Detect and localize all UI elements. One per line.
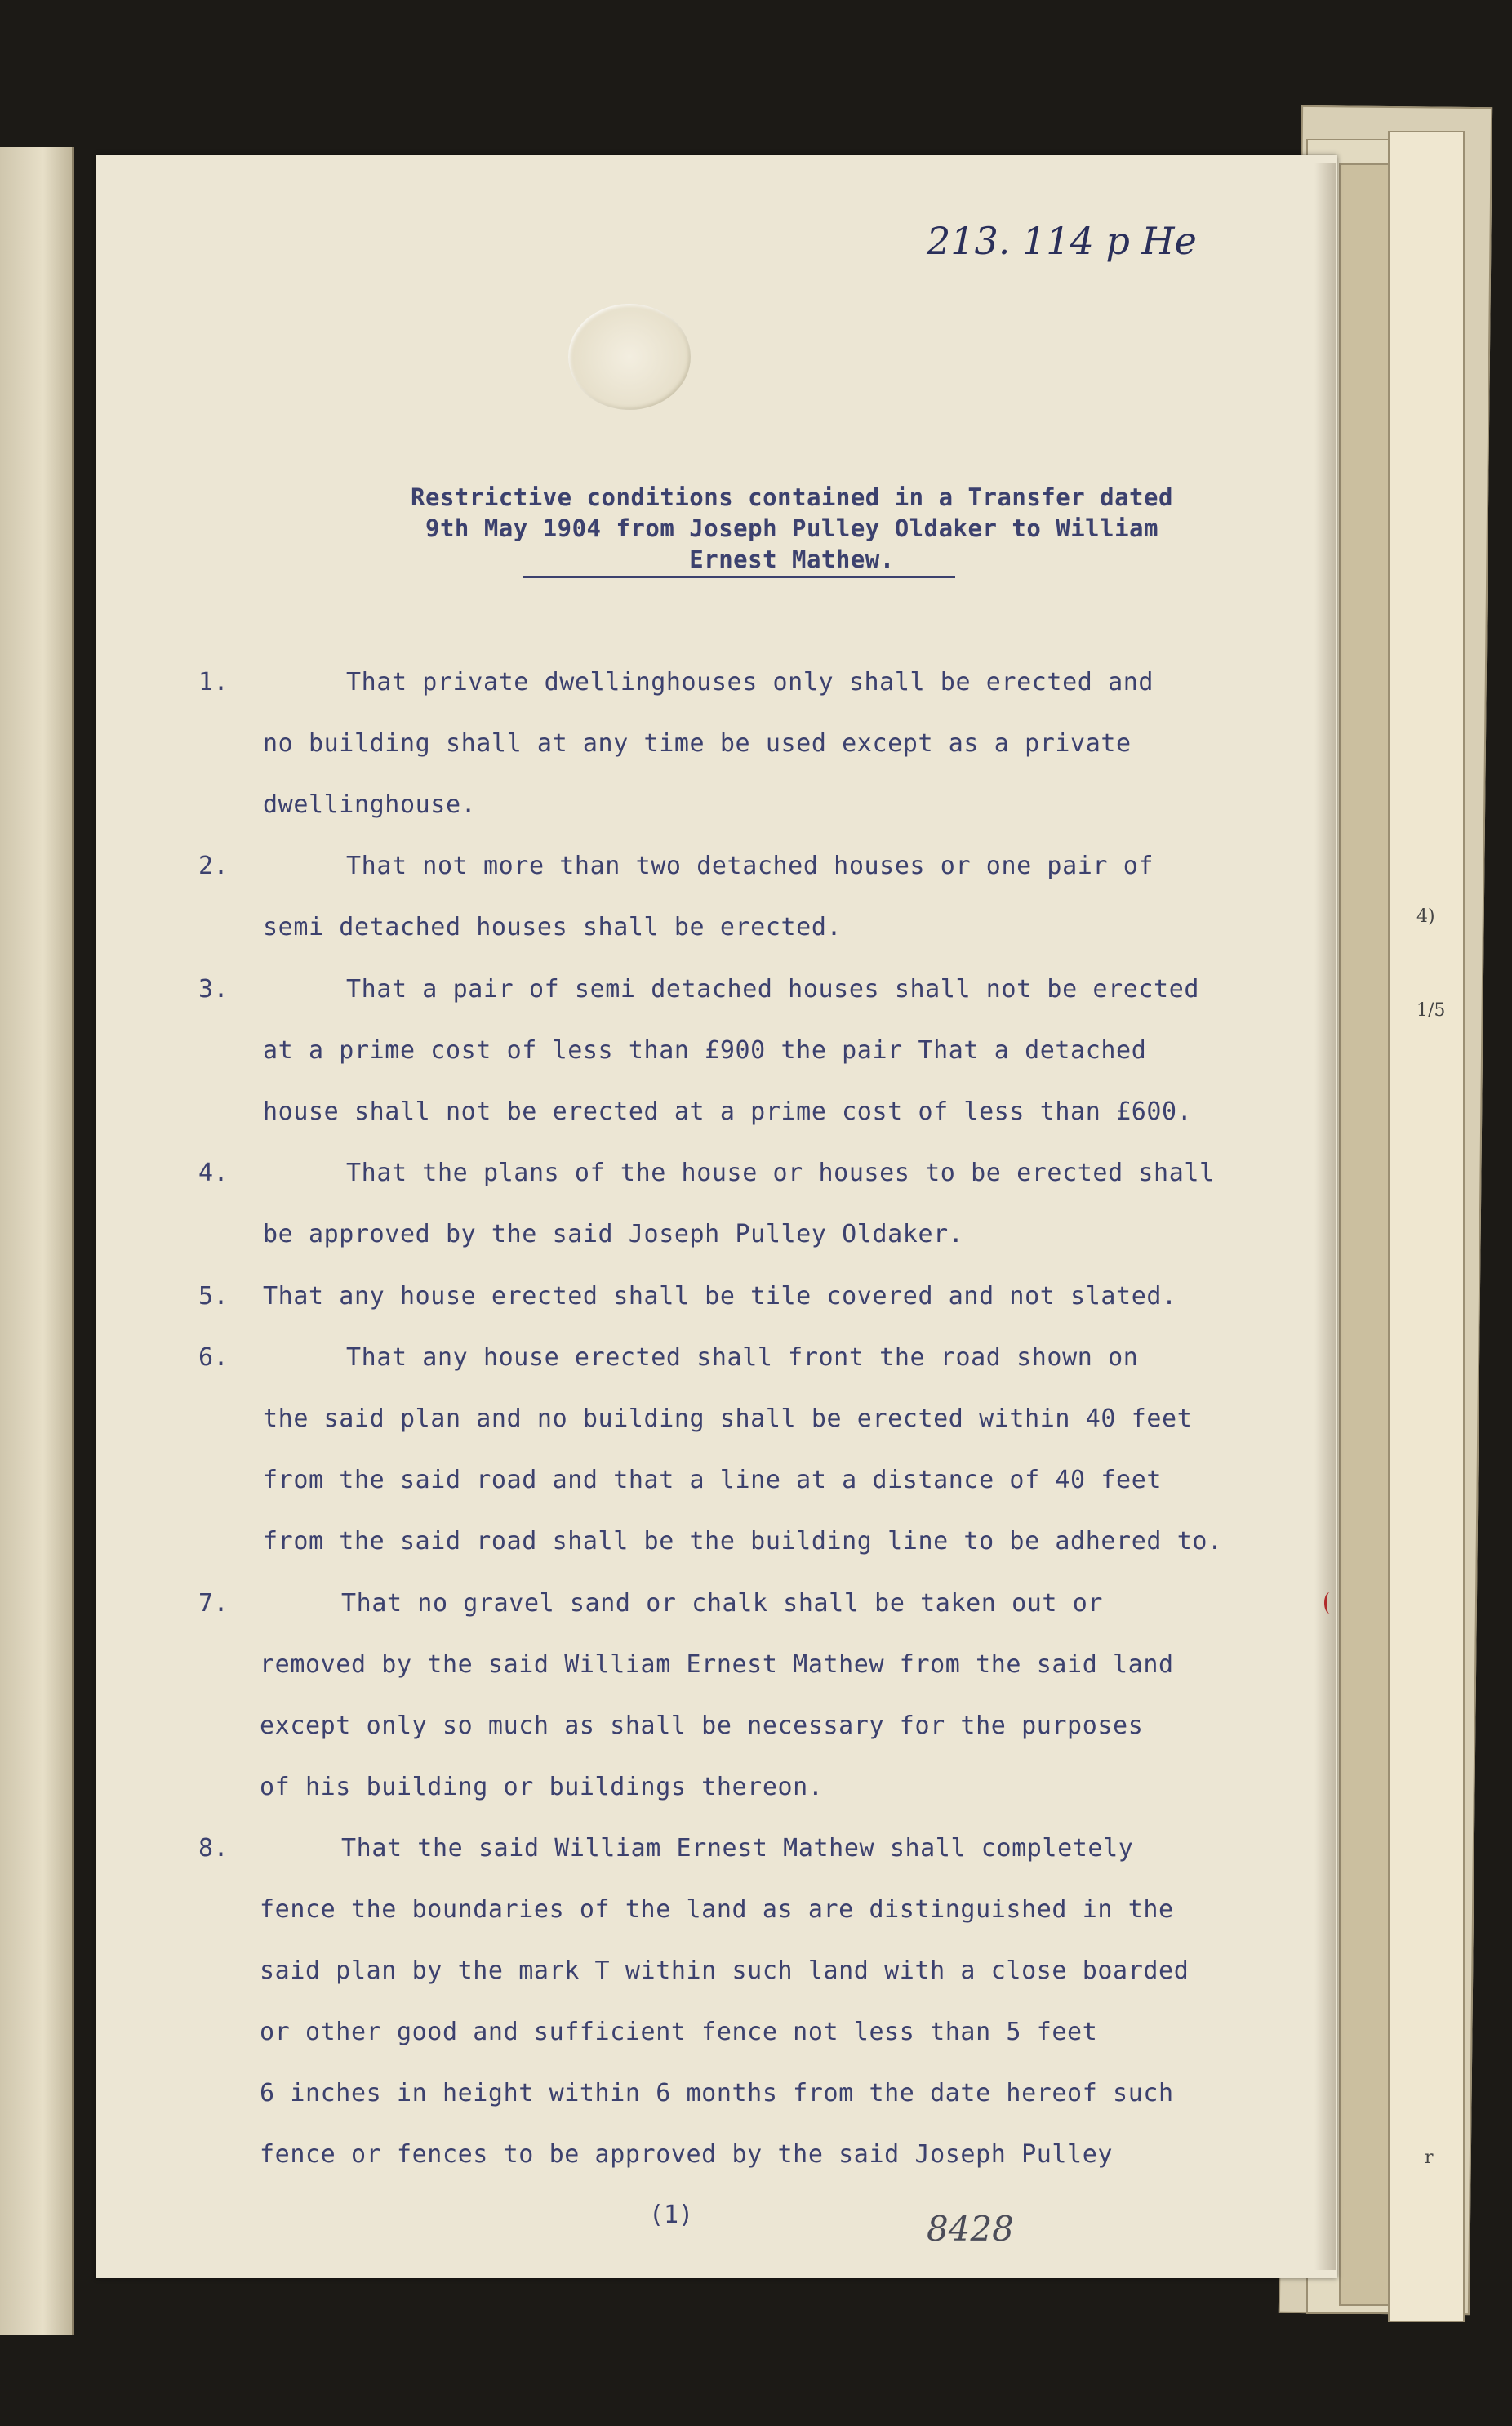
clause-line: semi detached houses shall be erected. <box>263 913 843 941</box>
clause-number: 8. <box>198 1834 229 1863</box>
clause-line: no building shall at any time be used except as a private <box>263 729 1132 758</box>
clause-line: or other good and sufficient fence not less than 5 feet <box>260 2018 1098 2046</box>
clause-line: removed by the said William Ernest Mathew from the said land <box>260 1650 1174 1679</box>
clause-line: fence or fences to be approved by the said Joseph Pulley <box>260 2140 1114 2169</box>
clause-line: That not more than two detached houses or one pair of <box>346 852 1154 880</box>
clause-line: from the said road shall be the building line to be adhered to. <box>263 1527 1223 1556</box>
heading-line: Restrictive conditions contained in a Transfer dated <box>411 483 1173 511</box>
heading-line: 9th May 1904 from Joseph Pulley Oldaker to William <box>425 514 1158 542</box>
heading-line: Ernest Mathew. <box>689 545 895 573</box>
clause-line: the said plan and no building shall be erected within 40 feet <box>263 1404 1193 1433</box>
clause-number: 3. <box>198 975 229 1004</box>
clause-number: 5. <box>198 1282 229 1311</box>
clause-number: 4. <box>198 1159 229 1187</box>
clause-line: dwellinghouse. <box>263 790 477 819</box>
document-heading <box>310 482 1274 575</box>
side-mark: 4) <box>1416 906 1435 927</box>
facing-page-left <box>0 147 74 2335</box>
clause-line: That any house erected shall front the road shown on <box>346 1343 1139 1372</box>
clause-line: That the said William Ernest Mathew shall completely <box>341 1834 1134 1863</box>
handwritten-footer-note: 8428 <box>927 2209 1014 2249</box>
clause-number: 2. <box>198 852 229 880</box>
clause-line: That a pair of semi detached houses shall not be erected <box>346 975 1200 1004</box>
side-mark: 1/5 <box>1416 1000 1446 1021</box>
clause-line: except only so much as shall be necessary for the purposes <box>260 1712 1144 1740</box>
clause-line: That private dwellinghouses only shall be erected and <box>346 668 1154 697</box>
clause-line: be approved by the said Joseph Pulley Oldaker. <box>263 1220 964 1249</box>
page-number: (1) <box>649 2201 694 2229</box>
red-pencil-mark <box>1324 1592 1335 1614</box>
clause-number: 6. <box>198 1343 229 1372</box>
handwritten-reference-note: 213. 114 p He <box>927 219 1197 263</box>
embossed-seal <box>568 304 691 410</box>
clause-line: of his building or buildings thereon. <box>260 1773 824 1801</box>
clause-line: That any house erected shall be tile covered and not slated. <box>263 1282 1177 1311</box>
clause-line: That the plans of the house or houses to be erected shall <box>346 1159 1215 1187</box>
clause-line: house shall not be erected at a prime cost of less than £600. <box>263 1097 1193 1126</box>
clause-line: said plan by the mark T within such land with a close boarded <box>260 1956 1190 1985</box>
side-mark: r <box>1425 2148 1434 2168</box>
clause-line: That no gravel sand or chalk shall be taken out or <box>341 1589 1104 1618</box>
page-stack <box>1388 131 1465 2322</box>
clause-line: fence the boundaries of the land as are distinguished in the <box>260 1895 1174 1924</box>
clause-line: from the said road and that a line at a distance of 40 feet <box>263 1466 1163 1494</box>
heading-underline <box>523 576 955 578</box>
clause-number: 1. <box>198 668 229 697</box>
clause-line: at a prime cost of less than £900 the pair That a detached <box>263 1036 1147 1065</box>
page-edge-shadow <box>1314 163 1336 2270</box>
clause-number: 7. <box>198 1589 229 1618</box>
clause-line: 6 inches in height within 6 months from the date hereof such <box>260 2079 1174 2108</box>
